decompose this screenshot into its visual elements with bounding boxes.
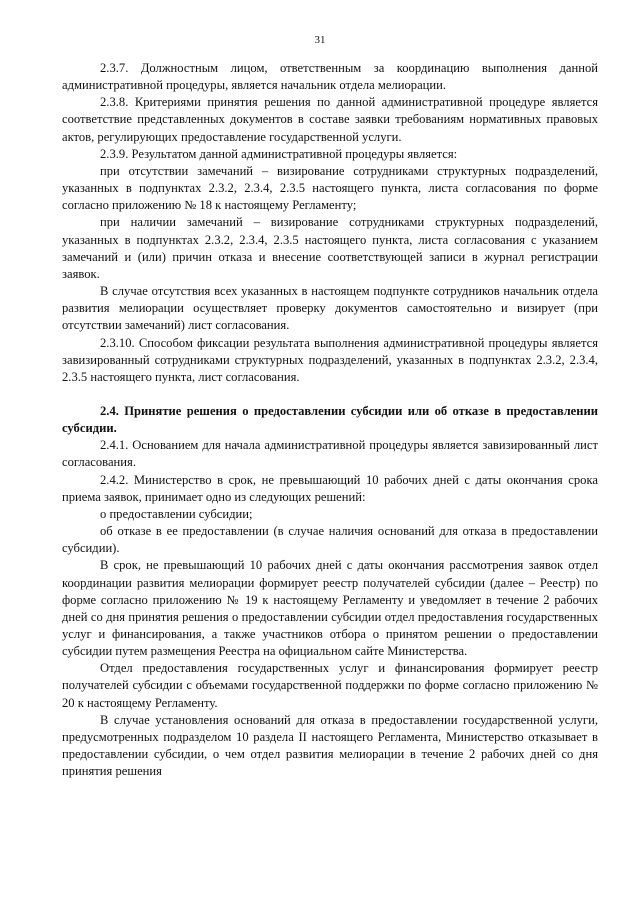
paragraph-no-remarks: при отсутствии замечаний – визирование сотрудниками структурных подразделений, указанных в подпунктах 2.3.2, 2.3.4, 2.3.5 настоящего пункта, листа согласования по форме согласно приложению № 18 к настоящему Регламенту; (62, 163, 598, 213)
document-body (62, 60, 598, 780)
paragraph-absence-of-staff: В случае отсутствия всех указанных в настоящем подпункте сотрудников начальник отдела развития мелиорации осуществляет проверку документов самостоятельно и визирует (при отсутствии замечаний) лист согласования. (62, 284, 598, 333)
page-number: 31 (314, 34, 326, 46)
paragraph-2-3-10: 2.3.10. Способом фиксации результата выполнения административной процедуры является завизированный сотрудниками структурных подразделений, указанных в подпунктах 2.3.2, 2.3.4, 2.3.5 настоящего пункта, лист согласования. (62, 335, 598, 384)
paragraph-with-remarks: при наличии замечаний – визирование сотрудниками структурных подразделений, указанных в подпунктах 2.3.2, 2.3.4, 2.3.5 настоящего пункта, листа согласования с указанием замечаний и (или) причин отказа и внесение соответствующей записи в журнал регистрации заявок. (62, 215, 598, 281)
paragraph-registry-volumes: Отдел предоставления государственных услуг и финансирования формирует реестр получателей субсидии с объемами государственной поддержки по форме согласно приложению № 20 к настоящему Регламенту. (62, 661, 598, 710)
paragraph-2-3-7: 2.3.7. Должностным лицом, ответственным за координацию выполнения данной административной процедуры, является начальник отдела мелиорации. (62, 61, 598, 93)
paragraph-2-3-8: 2.3.8. Критериями принятия решения по данной административной процедуре является соответствие представленных документов в составе заявки требованиям нормативных правовых актов, регулирующих предоставление государственной услуги. (62, 95, 598, 144)
paragraph-2-4-2: 2.4.2. Министерство в срок, не превышающий 10 рабочих дней с даты окончания срока приема заявок, принимает одно из следующих решений: (62, 472, 598, 504)
paragraph-2-4-1: 2.4.1. Основанием для начала административной процедуры является завизированный лист согласования. (62, 438, 598, 470)
paragraph-decision-refusal: об отказе в ее предоставлении (в случае наличия оснований для отказа в предоставлении субсидии). (62, 524, 598, 556)
paragraph-decision-grant: о предоставлении субсидии; (100, 506, 253, 521)
paragraph-2-3-9: 2.3.9. Результатом данной административной процедуры является: (100, 146, 458, 161)
paragraph-refusal-grounds: В случае установления оснований для отказа в предоставлении государственной услуги, предусмотренных подразделом 10 раздела II настоящего Регламента, Министерство отказывает в предоставлении субсидии, о чем отдел развития мелиорации в течение 2 рабочих дней со дня принятия решения (62, 712, 598, 779)
paragraph-registry: В срок, не превышающий 10 рабочих дней с даты окончания рассмотрения заявок отдел координации развития мелиорации формирует реестр получателей субсидии (далее – Реестр) по форме согласно приложению № 19 к настоящему Регламенту и уведомляет в течение 2 рабочих дней со дня принятия решения о предоставлении субсидии отдел предоставления государственных услуг и финансирования, а также участников отбора о принятом решении о предоставлении субсидии путем размещения Реестра на официальном сайте Министерства. (62, 558, 598, 659)
section-heading-2-4: 2.4. Принятие решения о предоставлении субсидии или об отказе в предоставлении субсидии. (62, 403, 598, 436)
